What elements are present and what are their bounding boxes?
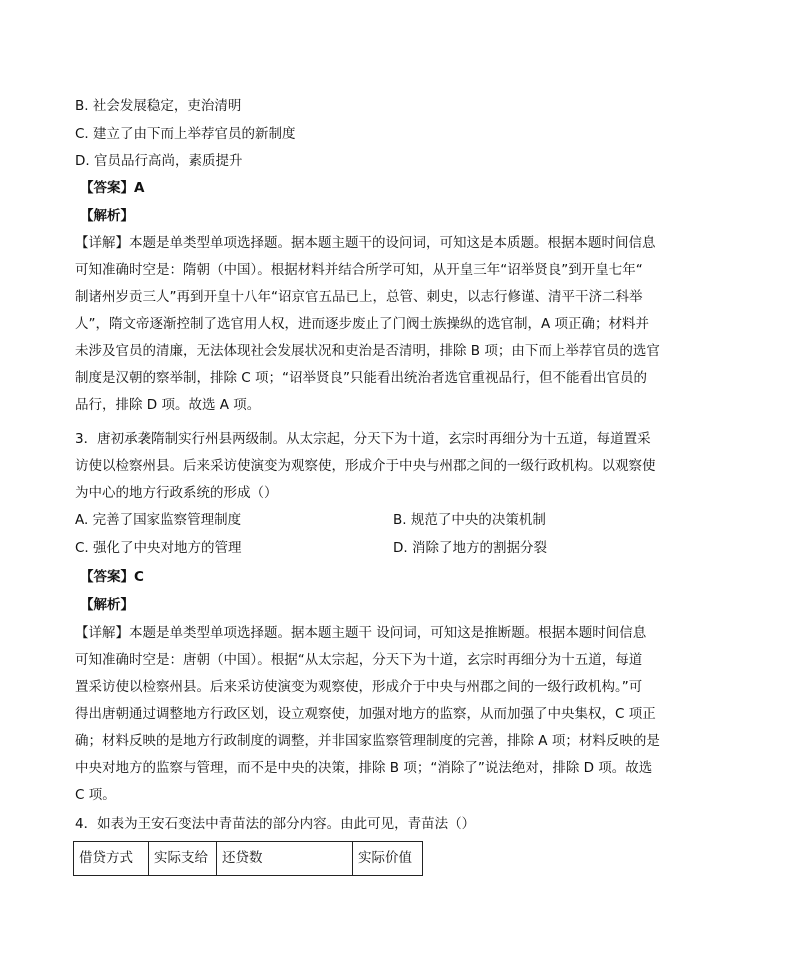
- q3-stem-line-2: 访使以检察州县。后来采访使演变为观察使，形成介于中央与州郡之间的一级行政机构。以观察使: [75, 458, 656, 474]
- q2-option-b: B. 社会发展稳定，吏治清明: [75, 98, 242, 114]
- q3-answer: 【答案】C: [80, 569, 144, 585]
- header-actual-value: 实际价值: [353, 842, 423, 876]
- q3-option-c: C. 强化了中央对地方的管理: [75, 540, 242, 556]
- q2-answer: 【答案】A: [80, 180, 145, 196]
- q4-stem: 4．如表为王安石变法中青苗法的部分内容。由此可见，青苗法（）: [75, 816, 476, 832]
- q3-detail-line-4: 得出唐朝通过调整地方行政区划，设立观察使，加强对地方的监察，从而加强了中央集权，C 项正: [75, 706, 656, 722]
- q3-analysis-label: 【解析】: [80, 597, 134, 613]
- q2-analysis-label: 【解析】: [80, 208, 134, 224]
- q2-detail-line-6: 制度是汉朝的察举制，排除 C 项；“诏举贤良”只能看出统治者选官重视品行，但不能看出官员的: [75, 370, 647, 386]
- q2-detail-line-3: 制诸州岁贡三人”再到开皇十八年“诏京官五品已上，总管、刺史，以志行修谨、清平干济二科举: [75, 289, 643, 305]
- q4-loan-table: [73, 841, 423, 876]
- q2-detail-line-2: 可知准确时空是：隋朝（中国）。根据材料并结合所学可知，从开皇三年“诏举贤良”到开皇七年“: [75, 262, 643, 278]
- q2-detail-line-1: 【详解】本题是单类型单项选择题。据本题主题干的设问词，可知这是本质题。根据本题时间信息: [75, 235, 656, 251]
- q2-detail-line-7: 品行，排除 D 项。故选 A 项。: [75, 397, 261, 413]
- q3-stem-line-3: 为中心的地方行政系统的形成（）: [75, 485, 278, 501]
- table-header-row: [74, 842, 423, 876]
- q3-detail-line-5: 确；材料反映的是地方行政制度的调整，并非国家监察管理制度的完善，排除 A 项；材料反映的是: [75, 733, 660, 749]
- q3-option-a: A. 完善了国家监察管理制度: [75, 512, 242, 528]
- q3-detail-line-3: 置采访使以检察州县。后来采访使演变为观察使，形成介于中央与州郡之间的一级行政机构。”可: [75, 679, 643, 695]
- q3-stem-line-1: 3．唐初承袭隋制实行州县两级制。从太宗起，分天下为十道，玄宗时再细分为十五道，每道置采: [75, 431, 651, 447]
- q2-detail-line-5: 未涉及官员的清廉，无法体现社会发展状况和吏治是否清明，排除 B 项；由下而上举荐官员的选官: [75, 343, 660, 359]
- q3-option-b: B. 规范了中央的决策机制: [393, 512, 546, 528]
- q3-option-d: D. 消除了地方的割据分裂: [393, 540, 547, 556]
- header-repayment-amount: 还贷数: [217, 842, 353, 876]
- q3-detail-line-2: 可知准确时空是：唐朝（中国）。根据“从太宗起，分天下为十道，玄宗时再细分为十五道，每道: [75, 652, 643, 668]
- q3-detail-line-6: 中央对地方的监察与管理，而不是中央的决策，排除 B 项；“消除了”说法绝对，排除 D 项。故选: [75, 760, 653, 776]
- header-actual-disbursement: 实际支给: [149, 842, 217, 876]
- q2-option-d: D. 官员品行高尚，素质提升: [75, 153, 243, 169]
- q2-option-c: C. 建立了由下而上举荐官员的新制度: [75, 126, 296, 142]
- header-loan-method: 借贷方式: [74, 842, 149, 876]
- q2-detail-line-4: 人”，隋文帝逐渐控制了选官用人权，进而逐步废止了门阀士族操纵的选官制，A 项正确；材料并: [75, 316, 650, 332]
- q3-detail-line-7: C 项。: [75, 787, 116, 803]
- q3-detail-line-1: 【详解】本题是单类型单项选择题。据本题主题干 设问词，可知这是推断题。根据本题时间信息: [75, 625, 647, 641]
